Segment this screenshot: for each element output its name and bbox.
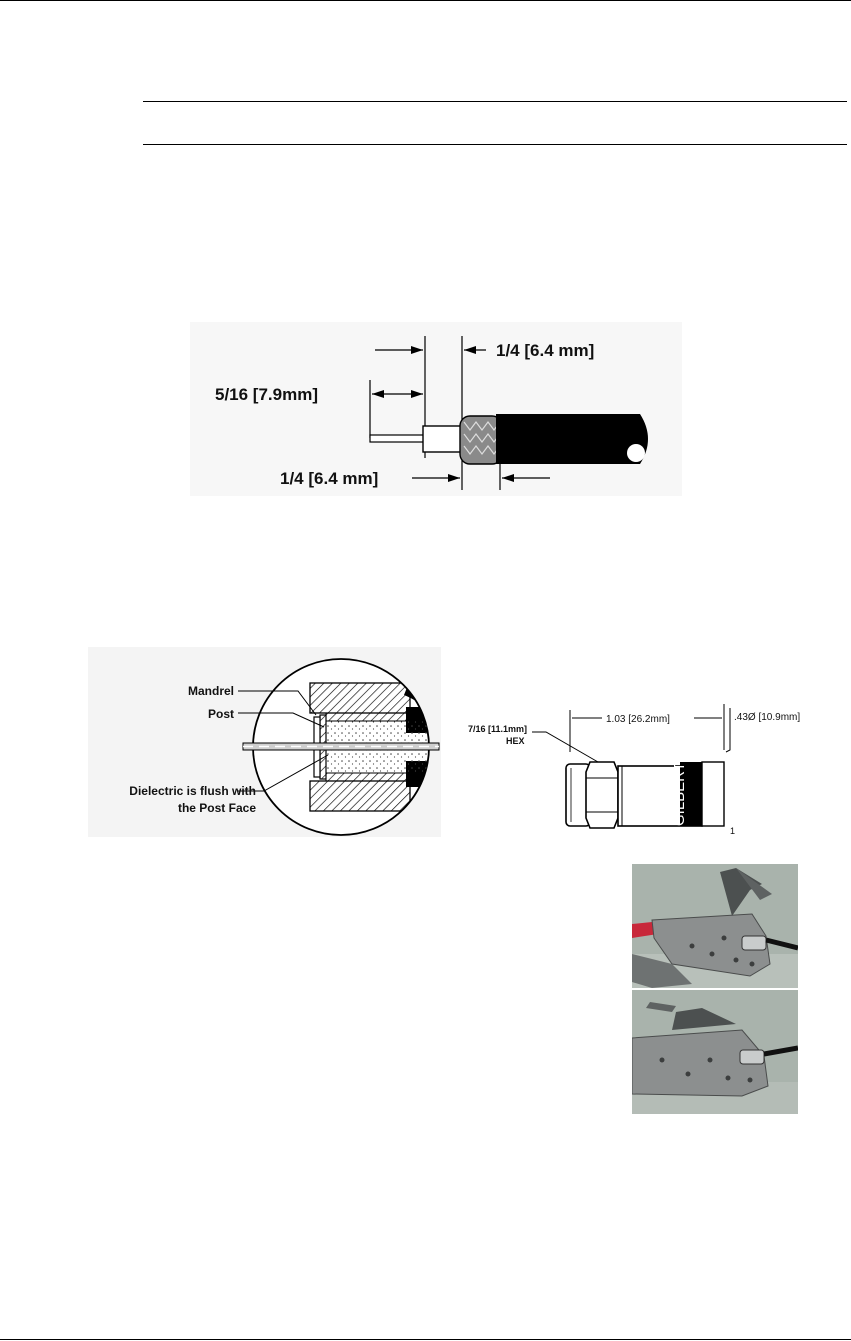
label-mandrel: Mandrel — [187, 684, 234, 698]
dim-label-bottom: 1/4 [6.4 mm] — [280, 469, 379, 488]
crimp-tool-image-open — [632, 864, 798, 988]
crimp-tool-photo-closed — [632, 990, 798, 1114]
label-dielectric-line1: Dielectric is flush with — [129, 784, 256, 798]
part-mark: 1 — [730, 826, 736, 836]
length-label: 1.03 [26.2mm] — [606, 714, 670, 725]
crimp-tool-photo-open — [632, 864, 798, 988]
diameter-label: .43Ø [10.9mm] — [734, 712, 801, 723]
hex-label-line1: 7/16 [11.1mm] — [468, 724, 528, 734]
cable-prep-figure — [190, 322, 682, 496]
crimp-tool-image-closed — [632, 990, 798, 1114]
cable-prep-drawing — [190, 322, 682, 496]
top-rule — [0, 0, 851, 1]
connector-figure — [466, 692, 826, 837]
header-rule-lower — [143, 144, 847, 145]
label-dielectric-line2: the Post Face — [177, 801, 256, 815]
hex-label-line2: HEX — [506, 736, 525, 746]
brand-text: GILBERT — [671, 762, 688, 826]
cross-section-drawing — [88, 647, 441, 837]
dim-label-left: 5/16 [7.9mm] — [215, 385, 318, 404]
bottom-rule — [0, 1339, 851, 1340]
header-rule-upper — [143, 101, 847, 102]
dim-label-top: 1/4 [6.4 mm] — [496, 341, 595, 360]
connector-drawing — [466, 692, 826, 837]
label-post: Post — [207, 707, 234, 721]
cross-section-figure — [88, 647, 441, 837]
